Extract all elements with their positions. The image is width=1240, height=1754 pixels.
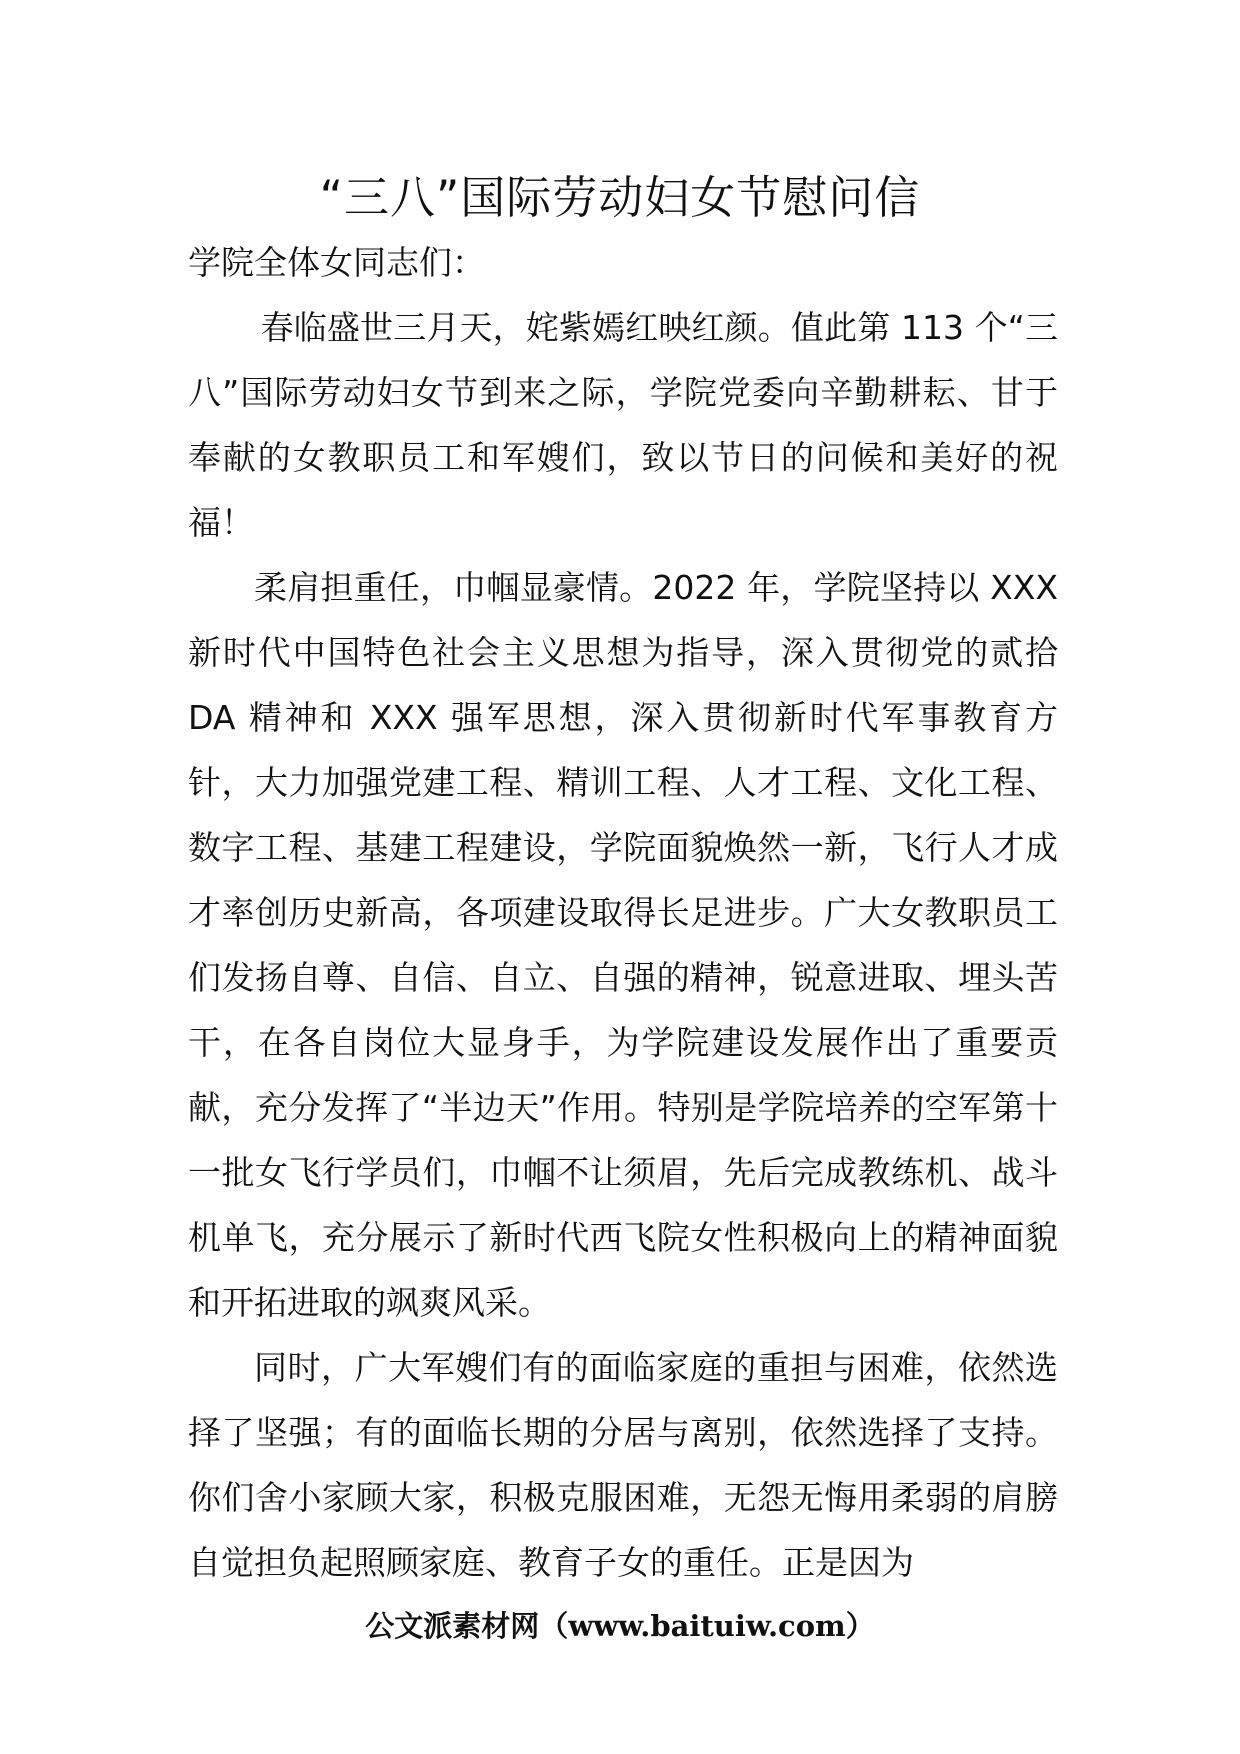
document-title: “三八”国际劳动妇女节慰问信 bbox=[319, 171, 921, 224]
document-body bbox=[188, 230, 1058, 1595]
salutation: 学院全体女同志们： bbox=[188, 243, 485, 282]
paragraph-1: 春临盛世三月天，姹紫嫣红映红颜。值此第 113 个“三八”国际劳动妇女节到来之际，学院党委向辛勤耕耘、甘于奉献的女教职员工和军嫂们，致以节日的问候和美好的祝福！ bbox=[188, 308, 1058, 542]
footer-watermark: 公文派素材网（www.baituiw.com） bbox=[365, 1609, 875, 1643]
paragraph-3: 同时，广大军嫂们有的面临家庭的重担与困难，依然选择了坚强；有的面临长期的分居与离别，依然选择了支持。你们舍小家顾大家，积极克服困难，无怨无悔用柔弱的肩膀自觉担负起照顾家庭、教育子女的重任。正是因为 bbox=[188, 1348, 1058, 1582]
paragraph-2: 柔肩担重任，巾帼显豪情。2022 年，学院坚持以 XXX 新时代中国特色社会主义思想为指导，深入贯彻党的贰拾 DA 精神和 XXX 强军思想，深入贯彻新时代军事教育方针，大力加强党建工程、精训工程、人才工程、文化工程、数字工程、基建工程建设，学院面貌焕然一新，飞行人才成才率创历史新高，各项建设取得长足进步。广大女教职员工们发扬自尊、自信、自立、自强的精神，锐意进取、埋头苦干，在各自岗位大显身手，为学院建设发展作出了重要贡献，充分发挥了“半边天”作用。特别是学院培养的空军第十一批女飞行学员们，巾帼不让须眉，先后完成教练机、战斗机单飞，充分展示了新时代西飞院女性积极向上的精神面貌和开拓进取的飒爽风采。 bbox=[188, 568, 1058, 1322]
